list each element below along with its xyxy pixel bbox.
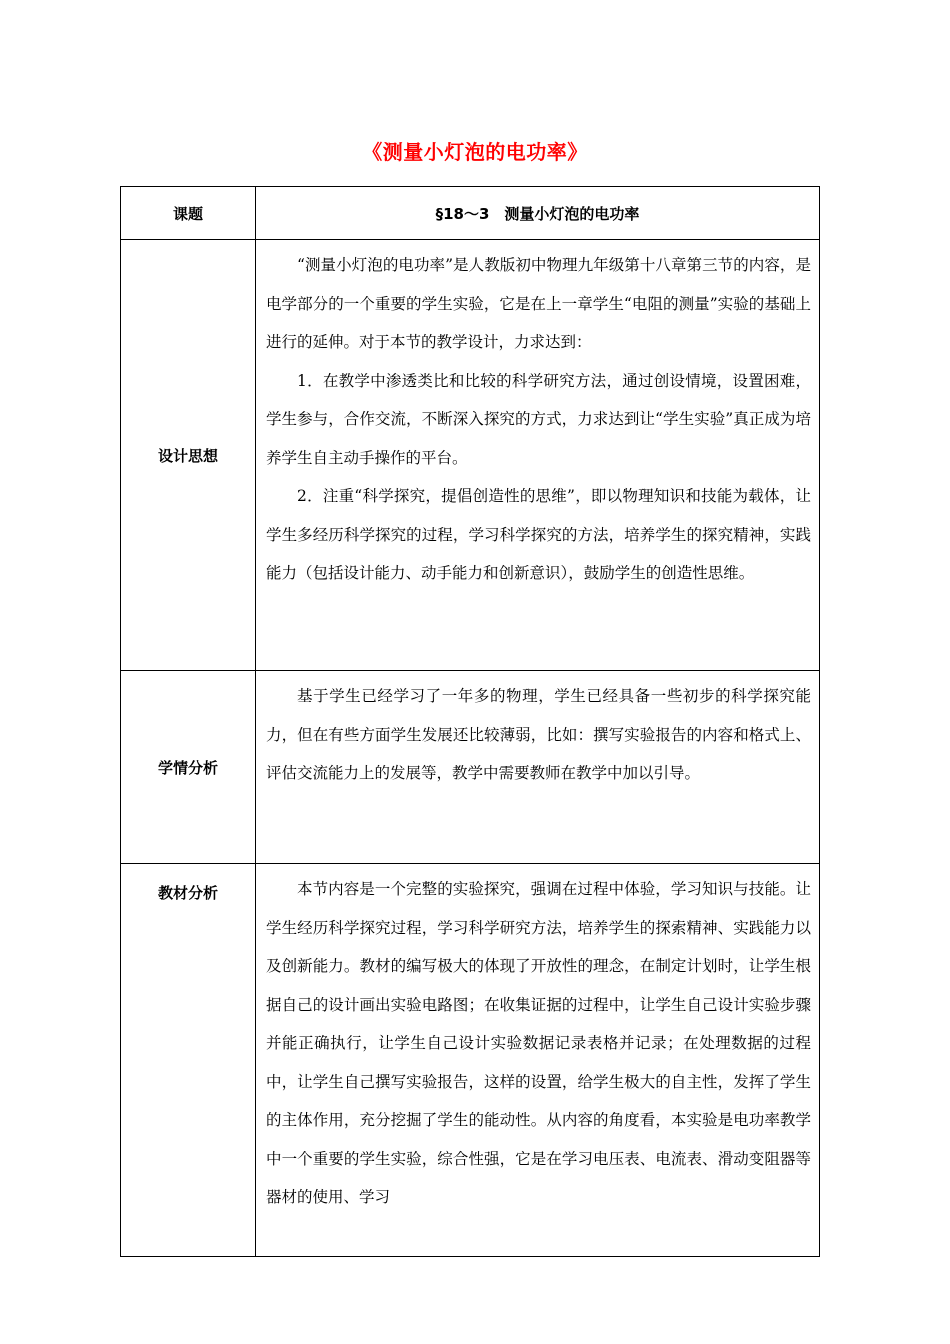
table-row-design-idea: [121, 240, 820, 671]
document-title: 《测量小灯泡的电功率》: [362, 140, 588, 164]
design-paragraph: 1．在教学中渗透类比和比较的科学研究方法，通过创设情境，设置困难，学生参与，合作交流，不断深入探究的方式，力求达到让“学生实验”真正成为培养学生自主动手操作的平台。: [266, 371, 811, 467]
subject-label: 课题: [121, 187, 256, 240]
design-idea-label: 设计思想: [121, 240, 256, 671]
table-row-subject: [121, 187, 820, 240]
table-row-learning-analysis: [121, 671, 820, 864]
table-row-material-analysis: [121, 864, 820, 1257]
design-paragraph: 2．注重“科学探究，提倡创造性的思维”，即以物理知识和技能为载体，让学生多经历科学探究的过程，学习科学探究的方法，培养学生的探究精神，实践能力（包括设计能力、动手能力和创新意识），鼓励学生的创造性思维。: [266, 487, 811, 582]
design-paragraph: “测量小灯泡的电功率”是人教版初中物理九年级第十八章第三节的内容，是电学部分的一个重要的学生实验，它是在上一章学生“电阻的测量”实验的基础上进行的延伸。对于本节的教学设计，力求达到：: [266, 256, 811, 351]
learning-analysis-label: 学情分析: [121, 671, 256, 864]
learning-analysis-content: [256, 671, 820, 864]
design-idea-content: [256, 240, 820, 671]
material-analysis-label: 教材分析: [121, 864, 256, 1257]
subject-value: §18～3 测量小灯泡的电功率: [256, 187, 820, 240]
learning-paragraph: 基于学生已经学习了一年多的物理，学生已经具备一些初步的科学探究能力，但在有些方面学生发展还比较薄弱，比如：撰写实验报告的内容和格式上、评估交流能力上的发展等，教学中需要教师在教学中加以引导。: [266, 687, 811, 782]
lesson-plan-table: [120, 186, 820, 1257]
material-analysis-content: [256, 864, 820, 1257]
material-paragraph: 本节内容是一个完整的实验探究，强调在过程中体验，学习知识与技能。让学生经历科学探究过程，学习科学研究方法，培养学生的探索精神、实践能力以及创新能力。教材的编写极大的体现了开放性的理念，在制定计划时，让学生根据自己的设计画出实验电路图；在收集证据的过程中，让学生自己设计实验步骤并能正确执行，让学生自己设计实验数据记录表格并记录；在处理数据的过程中，让学生自己撰写实验报告，这样的设置，给学生极大的自主性，发挥了学生的主体作用，充分挖掘了学生的能动性。从内容的角度看，本实验是电功率教学中一个重要的学生实验，综合性强，它是在学习电压表、电流表、滑动变阻器等器材的使用、学习: [266, 880, 811, 1206]
